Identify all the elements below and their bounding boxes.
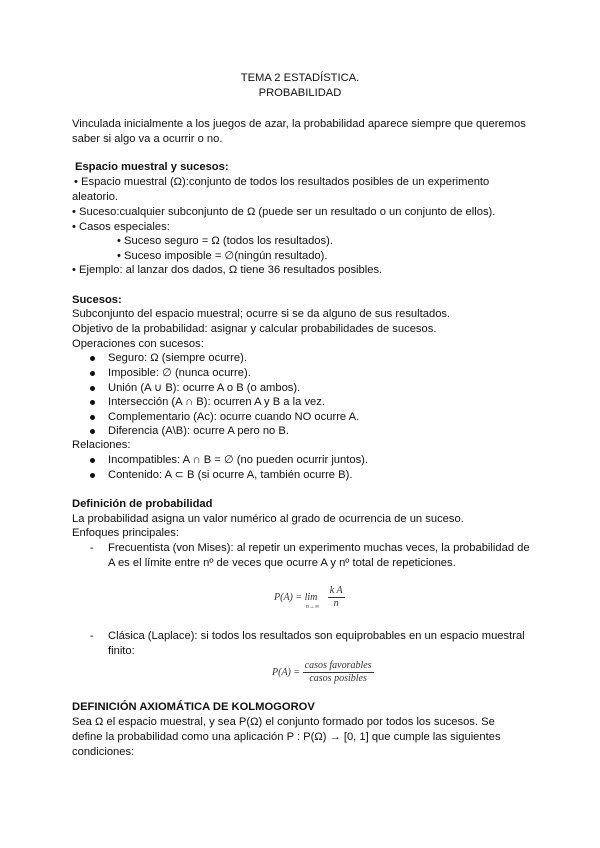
formula-frecuentista: P(A) = lim $_{n\to\infty}$ $\frac{\text{k A}}{n}$ (274, 585, 343, 610)
text-line: • Espacio muestral (Ω):conjunto de todos los resultados posibles de un experimento (74, 176, 490, 188)
title-line-1: TEMA 2 ESTADÍSTICA. (240, 72, 360, 84)
dash-marker: - (90, 542, 94, 554)
text-line: Enfoques principales: (72, 527, 179, 539)
section-heading-sucesos: Sucesos: (72, 294, 122, 306)
bullet-icon (90, 473, 95, 478)
bullet-icon (90, 429, 95, 434)
section-heading-kolmogorov: DEFINICIÓN AXIOMÁTICA DE KOLMOGOROV (72, 701, 315, 713)
text-line: Operaciones con sucesos: (72, 338, 204, 350)
list-item: Imposible: ∅ (nunca ocurre). (90, 366, 510, 381)
dash-marker: - (90, 630, 94, 642)
list-item: Contenido: A ⊂ B (si ocurre A, también ocurre B). (90, 468, 510, 483)
list-item: Intersección (A ∩ B): ocurren A y B a la vez. (90, 395, 510, 410)
text-line: • Casos especiales: (72, 221, 170, 233)
list-item: Complementario (Ac): ocurre cuando NO ocurre A. (90, 410, 510, 425)
text-line: aleatorio. (72, 191, 119, 203)
text-line: define la probabilidad como una aplicación P : P(Ω) → [0, 1] que cumple las siguientes (72, 731, 501, 743)
section-heading-espacio-muestral: Espacio muestral y sucesos: (75, 161, 229, 173)
text-line: Frecuentista (von Mises): al repetir un experimento muchas veces, la probabilidad de (108, 542, 530, 554)
text-line: • Suceso:cualquier subconjunto de Ω (puede ser un resultado o un conjunto de ellos). (72, 206, 496, 218)
bullet-icon (90, 386, 95, 391)
bullet-icon (90, 371, 95, 376)
text-line: • Ejemplo: al lanzar dos dados, Ω tiene 36 resultados posibles. (72, 264, 383, 276)
section-heading-definicion: Definición de probabilidad (72, 498, 213, 510)
list-item: Diferencia (A\B): ocurre A pero no B. (90, 424, 510, 439)
bullet-icon (90, 356, 95, 361)
title-line-2: PROBABILIDAD (258, 87, 342, 99)
text-line: • Suceso imposible = ∅(ningún resultado). (117, 250, 328, 262)
text-line: finito: (108, 645, 135, 657)
text-line: • Suceso seguro = Ω (todos los resultados). (117, 235, 333, 247)
text-line: condiciones: (72, 746, 135, 758)
text-line: Clásica (Laplace): si todos los resultados son equiprobables en un espacio muestral (108, 630, 525, 642)
text-line: Relaciones: (72, 439, 131, 451)
text-line: Subconjunto del espacio muestral; ocurre si se da alguno de sus resultados. (72, 308, 451, 320)
formula-laplace: P(A) = $\frac{\text{casos favorables}}{\text{casos posibles}}$ (272, 660, 372, 684)
text-line: Sea Ω el espacio muestral, y sea P(Ω) el conjunto formado por todos los sucesos. Se (72, 716, 495, 728)
list-item: Unión (A ∪ B): ocurre A o B (o ambos). (90, 381, 510, 396)
bullet-icon (90, 458, 95, 463)
bullet-icon (90, 415, 95, 420)
list-item: Incompatibles: A ∩ B = ∅ (no pueden ocurrir juntos). (90, 453, 510, 468)
intro-line-1: Vinculada inicialmente a los juegos de azar, la probabilidad aparece siempre que queremos (72, 118, 526, 130)
text-line: La probabilidad asigna un valor numérico al grado de ocurrencia de un suceso. (72, 513, 464, 525)
list-item: Seguro: Ω (siempre ocurre). (90, 351, 510, 366)
text-line: A es el límite entre nº de veces que ocurre A y nº total de repeticiones. (108, 557, 456, 569)
intro-line-2: saber si algo va a ocurrir o no. (72, 133, 223, 145)
text-line: Objetivo de la probabilidad: asignar y calcular probabilidades de sucesos. (72, 323, 437, 335)
bullet-icon (90, 400, 95, 405)
